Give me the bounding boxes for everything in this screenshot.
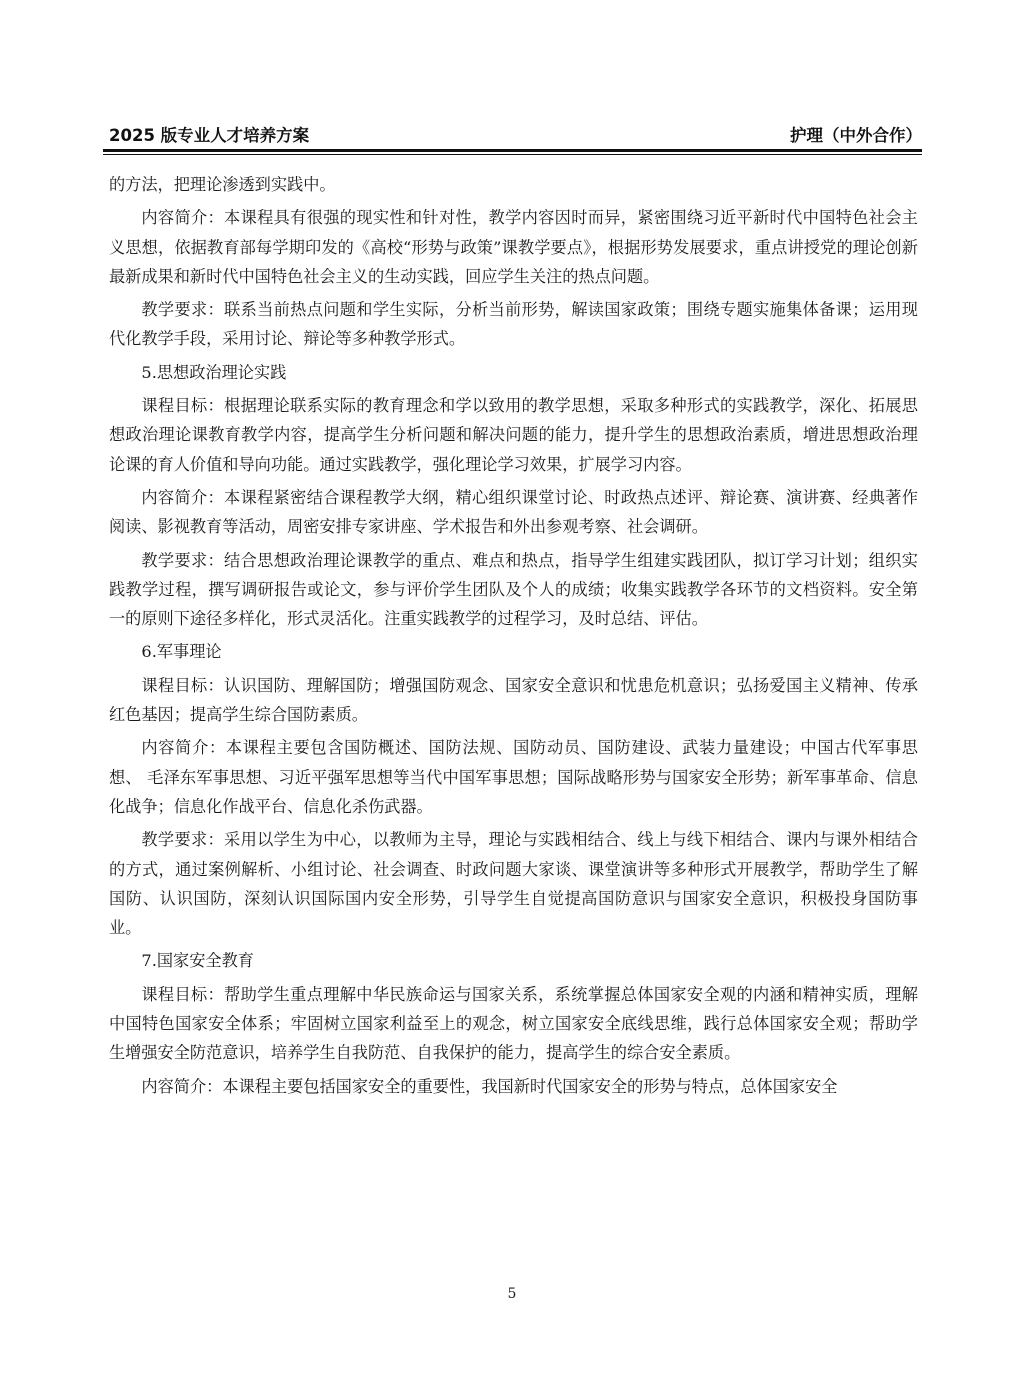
- page-number: 5: [507, 1286, 517, 1302]
- paragraph-content-intro: 内容简介：本课程主要包含国防概述、国防法规、国防动员、国防建设、武装力量建设；中国古代军事思想、 毛泽东军事思想、习近平强军思想等当代中国军事思想；国际战略形势与国家安全形势；新军事革命、信息化战争；信息化作战平台、信息化杀伤武器。: [109, 738, 918, 816]
- section-heading-7: 7.国家安全教育: [141, 951, 254, 971]
- header-document-title: 2025 版专业人才培养方案: [109, 126, 310, 145]
- paragraph-teaching-requirements: 教学要求：结合思想政治理论课教学的重点、难点和热点，指导学生组建实践团队，拟订学习计划；组织实践教学过程，撰写调研报告或论文，参与评价学生团队及个人的成绩；收集实践教学各环节的文档资料。安全第一的原则下途径多样化，形式灵活化。注重实践教学的过程学习，及时总结、评估。: [109, 550, 918, 629]
- continued-paragraph: 的方法，把理论渗透到实践中。: [109, 175, 336, 194]
- section-heading-5: 5.思想政治理论实践: [141, 362, 287, 382]
- paragraph-content-intro: 内容简介：本课程主要包括国家安全的重要性，我国新时代国家安全的形势与特点，总体国家安全: [141, 1076, 838, 1096]
- paragraph-content-intro: 内容简介：本课程具有很强的现实性和针对性，教学内容因时而异，紧密围绕习近平新时代中国特色社会主义思想，依据教育部每学期印发的《高校“形势与政策”课教学要点》，根据形势发展要求，重点讲授党的理论创新最新成果和新时代中国特色社会主义的生动实践，回应学生关注的热点问题。: [109, 208, 918, 286]
- page-header: [109, 120, 922, 146]
- paragraph-teaching-requirements: 教学要求：联系当前热点问题和学生实际，分析当前形势，解读国家政策；围绕专题实施集体备课；运用现代化教学手段，采用讨论、辩论等多种教学形式。: [109, 300, 918, 349]
- paragraph-content-intro: 内容简介：本课程紧密结合课程教学大纲，精心组织课堂讨论、时政热点述评、辩论赛、演讲赛、经典著作阅读、影视教育等活动，周密安排专家讲座、学术报告和外出参观考察、社会调研。: [109, 487, 918, 537]
- paragraph-course-objective: 课程目标：根据理论联系实际的教育理念和学以致用的教学思想，采取多种形式的实践教学，深化、拓展思想政治理论课教育教学内容，提高学生分析问题和解决问题的能力，提升学生的思想政治素质，增进思想政治理论课的育人价值和导向功能。通过实践教学，强化理论学习效果，扩展学习内容。: [109, 396, 918, 474]
- paragraph-course-objective: 课程目标：帮助学生重点理解中华民族命运与国家关系，系统掌握总体国家安全观的内涵和精神实质，理解中国特色国家安全体系；牢固树立国家利益至上的观念，树立国家安全底线思维，践行总体国家安全观；帮助学生增强安全防范意识，培养学生自我防范、自我保护的能力，提高学生的综合安全素质。: [109, 984, 918, 1063]
- header-rule-thin: [103, 154, 922, 155]
- section-heading-6: 6.军事理论: [141, 642, 222, 662]
- header-program-name: 护理（中外合作）: [790, 126, 922, 145]
- header-rule-thick: [103, 149, 922, 152]
- paragraph-teaching-requirements: 教学要求：采用以学生为中心，以教师为主导，理论与实践相结合、线上与线下相结合、课内与课外相结合的方式，通过案例解析、小组讨论、社会调查、时政问题大家谈、课堂演讲等多种形式开展教学，帮助学生了解国防、认识国防，深刻认识国际国内安全形势，引导学生自觉提高国防意识与国家安全意识，积极投身国防事业。: [109, 830, 918, 938]
- body-text: [109, 170, 918, 1105]
- paragraph-course-objective: 课程目标：认识国防、理解国防；增强国防观念、国家安全意识和忧患危机意识；弘扬爱国主义精神、传承红色基因；提高学生综合国防素质。: [109, 675, 918, 725]
